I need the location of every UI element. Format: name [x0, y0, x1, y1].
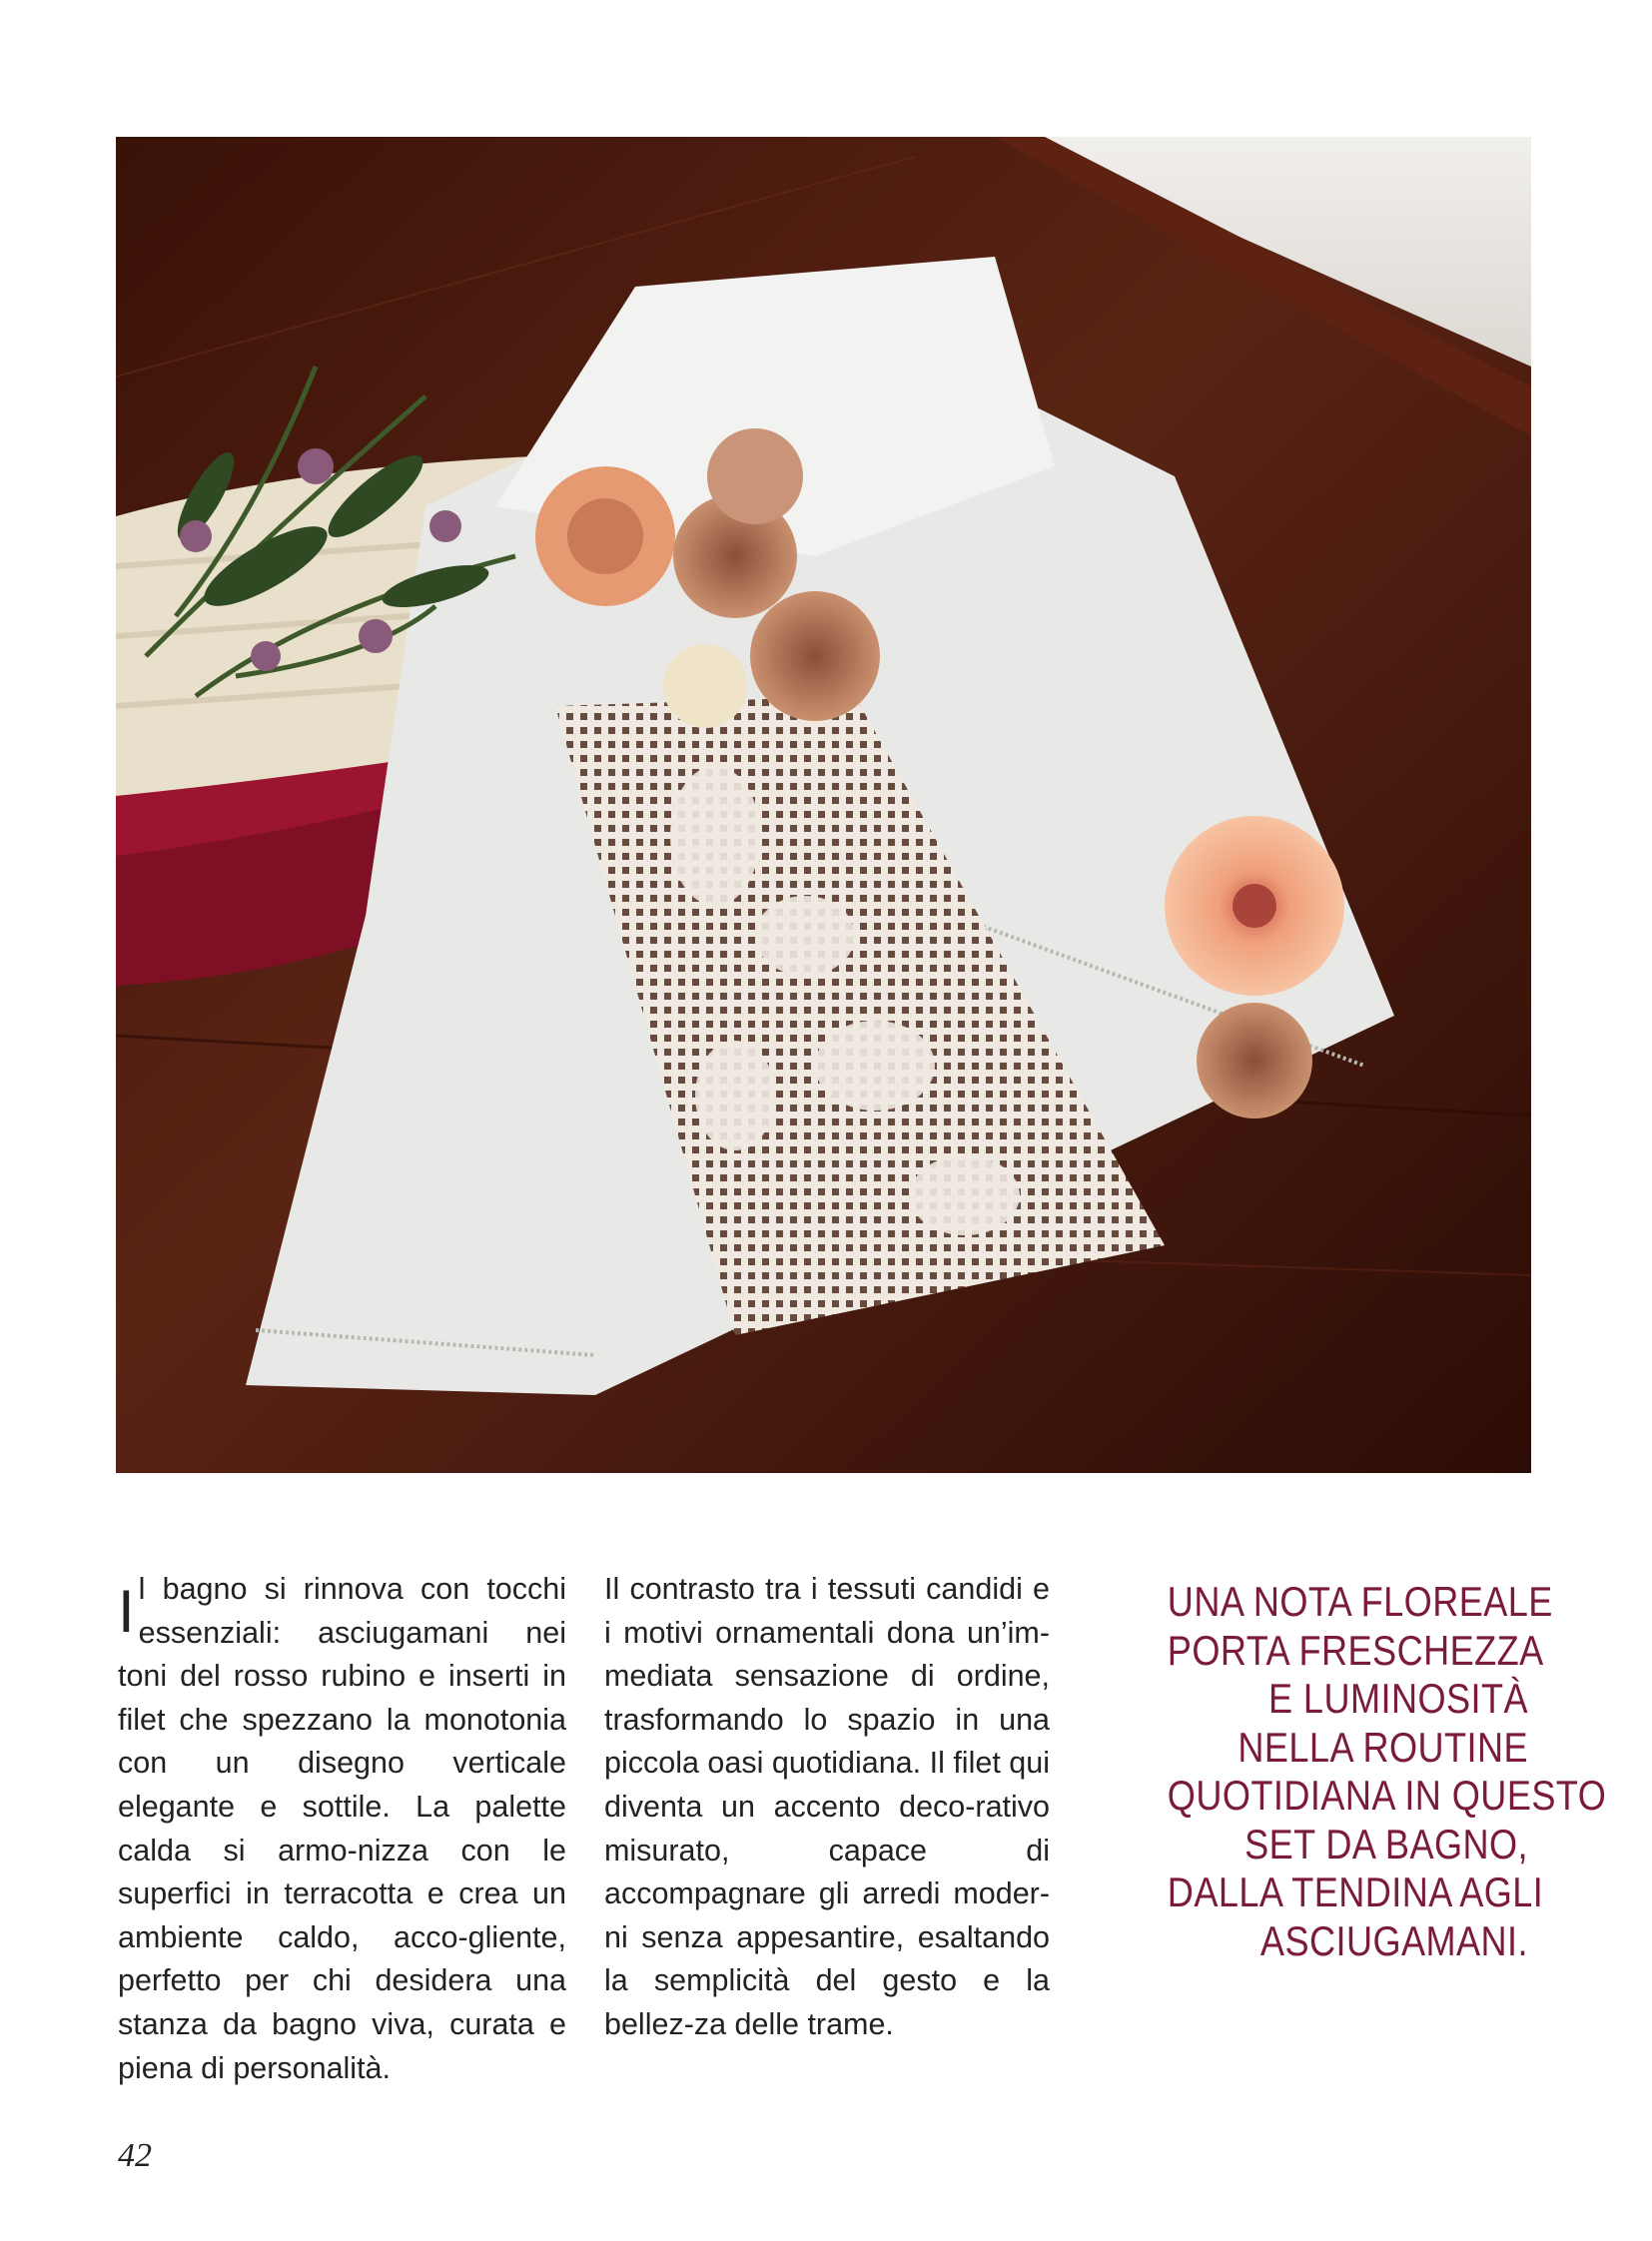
article-column-1 — [118, 1568, 566, 2090]
article-column-2 — [604, 1568, 1050, 2047]
pull-quote-line: UNA NOTA FLOREALE — [1167, 1578, 1553, 1625]
pull-quote-line: PORTA FRESCHEZZA — [1167, 1626, 1544, 1674]
pull-quote — [1167, 1578, 1607, 1965]
article-paragraph-1 — [118, 1568, 566, 2090]
article-text-1: l bagno si rinnova con tocchi essenziali: asciugamani nei toni del rosso rubino e inserti in filet che spezzano la monotonia con un disegno verticale elegante e sottile. La palette calda si armo-nizza con le superfici in terracotta e crea un ambiente caldo, acco-gliente, perfetto per chi desidera una stanza da bagno viva, curata e piena di personalità. — [118, 1572, 566, 2085]
article-text-2: Il contrasto tra i tessuti candidi e i motivi ornamentali dona un’im-mediata sensazione di ordine, trasformando lo spazio in una piccola oasi quotidiana. Il filet qui diventa un accento deco-rativo misurato, capace di accompagnare gli arredi moder-ni senza appesantire, esaltando la semplicità del gesto e la bellez-za delle trame. — [604, 1572, 1050, 2041]
drop-cap: I — [118, 1578, 135, 1645]
pull-quote-line: SET DA BAGNO, — [1244, 1820, 1528, 1868]
pull-quote-line: QUOTIDIANA IN QUESTO — [1167, 1772, 1607, 1819]
pull-quote-line: DALLA TENDINA AGLI — [1167, 1868, 1544, 1915]
hero-photo — [116, 137, 1531, 1473]
pull-quote-line: E LUMINOSITÀ — [1267, 1675, 1528, 1722]
page-number: 42 — [118, 2137, 152, 2174]
pull-quote-line: ASCIUGAMANI. — [1259, 1916, 1528, 1964]
pull-quote-line: NELLA ROUTINE — [1238, 1723, 1528, 1771]
